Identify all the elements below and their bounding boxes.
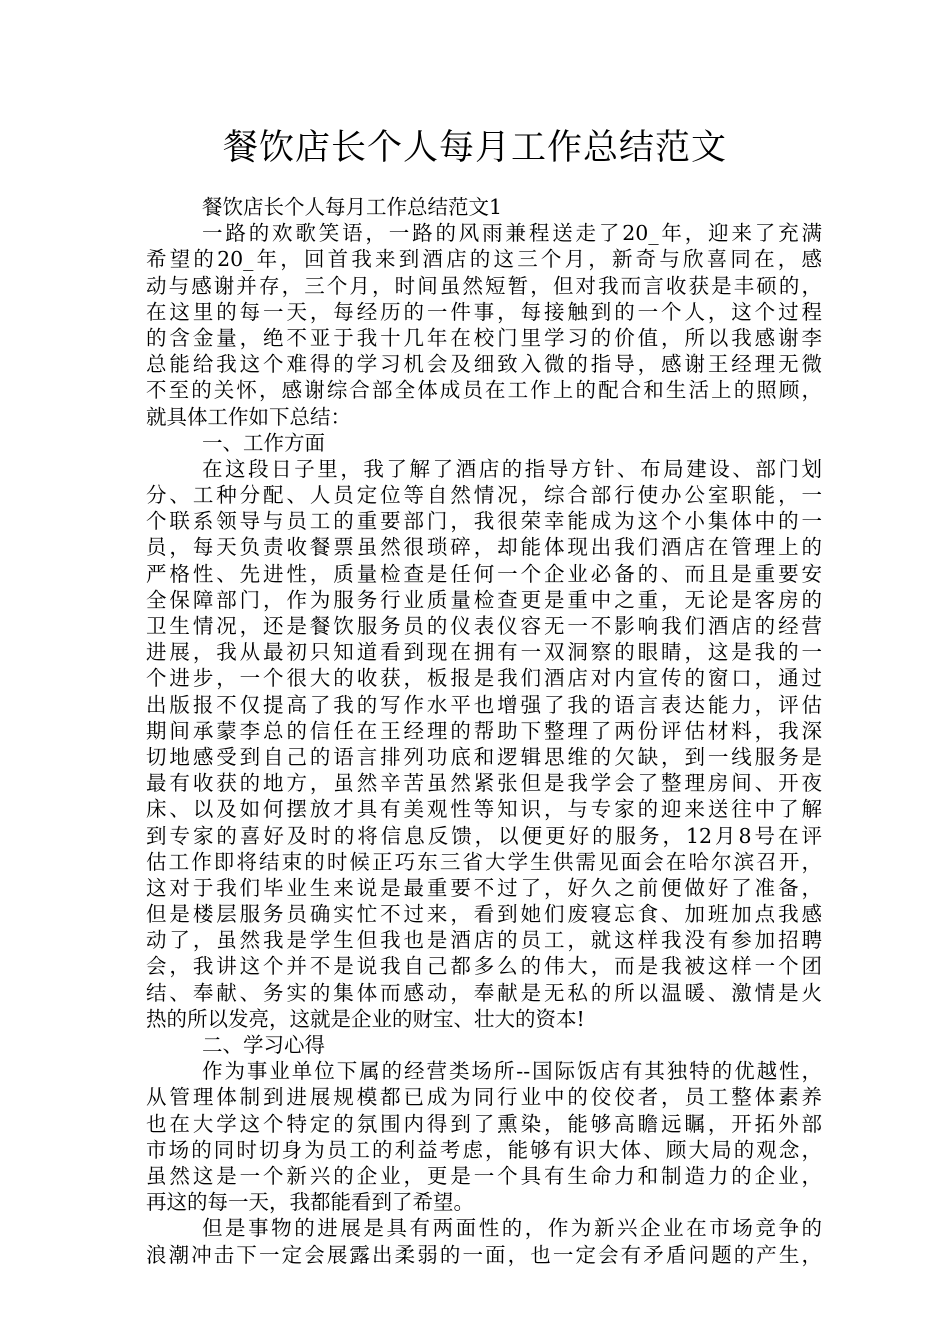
text-line: 床、以及如何摆放才具有美观性等知识，与专家的迎来送往中了解 [146,797,822,822]
text-line: 市场的同时切身为员工的利益考虑，能够有识大体、顾大局的观念， [146,1137,822,1162]
text-line: 不至的关怀，感谢综合部全体成员在工作上的配合和生活上的照顾， [146,378,822,403]
text-line: 动了，虽然我是学生但我也是酒店的员工，就这样我没有参加招聘 [146,928,822,953]
text-line: 分、工种分配、人员定位等自然情况，综合部行使办公室职能，一 [146,483,822,508]
text-line: 卫生情况，还是餐饮服务员的仪表仪容无一不影响我们酒店的经营 [146,614,822,638]
text-line: 一、工作方面 [202,430,325,455]
text-line: 这对于我们毕业生来说是最重要不过了，好久之前便做好了准备， [146,875,822,900]
document-body [146,194,822,1268]
text-line: 员，每天负责收餐票虽然很琐碎，却能体现出我们酒店在管理上的 [146,535,822,560]
text-line: 在这里的每一天，每经历的一件事，每接触到的一个人，这个过程 [146,299,822,324]
text-line: 个联系领导与员工的重要部门，我很荣幸能成为这个小集体中的一 [146,509,822,534]
text-line: 出版报不仅提高了我的写作水平也增强了我的语言表达能力，评估 [146,692,822,717]
text-line: 就具体工作如下总结： [146,404,351,429]
text-line: 切地感受到自己的语言排列功底和逻辑思维的欠缺，到一线服务是 [146,744,822,769]
text-line: 在这段日子里，我了解了酒店的指导方针、布局建设、部门划 [202,456,822,481]
text-line: 一路的欢歌笑语，一路的风雨兼程送走了20_年，迎来了充满 [202,221,822,246]
text-line: 作为事业单位下属的经营类场所--国际饭店有其独特的优越性， [202,1059,822,1084]
text-line: 虽然这是一个新兴的企业，更是一个具有生命力和制造力的企业， [146,1163,822,1188]
text-line: 到专家的喜好及时的将信息反馈，以便更好的服务，12月8号在评 [146,823,822,848]
text-line: 浪潮冲击下一定会展露出柔弱的一面，也一定会有矛盾问题的产生， [146,1242,822,1267]
text-line: 最有收获的地方，虽然辛苦虽然紧张但是我学会了整理房间、开夜 [146,771,822,796]
document-title: 餐饮店长个人每月工作总结范文 [222,128,727,168]
text-line: 但是楼层服务员确实忙不过来，看到她们废寝忘食、加班加点我感 [146,902,822,927]
text-line: 也在大学这个特定的氛围内得到了熏染，能够高瞻远瞩，开拓外部 [146,1111,822,1136]
text-line: 的含金量，绝不亚于我十几年在校门里学习的价值，所以我感谢李 [146,325,822,350]
text-line: 全保障部门，作为服务行业质量检查更是重中之重，无论是客房的 [146,587,822,612]
text-line: 再这的每一天，我都能看到了希望。 [146,1190,474,1215]
text-line: 希望的20_年，回首我来到酒店的这三个月，新奇与欣喜同在，感 [146,247,822,272]
text-line: 结、奉献、务实的集体而感动，奉献是无私的所以温暖、激情是火 [146,980,822,1005]
text-line: 餐饮店长个人每月工作总结范文1 [202,195,503,219]
text-line: 严格性、先进性，质量检查是任何一个企业必备的、而且是重要安 [146,561,822,586]
text-line: 但是事物的进展是具有两面性的，作为新兴企业在市场竞争的 [202,1216,822,1241]
text-line: 进展，我从最初只知道看到现在拥有一双洞察的眼睛，这是我的一 [146,640,822,665]
text-line: 动与感谢并存，三个月，时间虽然短暂，但对我而言收获是丰硕的， [146,273,822,298]
text-line: 热的所以发亮，这就是企业的财宝、壮大的资本! [146,1006,585,1031]
text-line: 从管理体制到进展规模都已成为同行业中的佼佼者，员工整体素养 [146,1085,822,1110]
text-line: 会，我讲这个并不是说我自己都多么的伟大，而是我被这样一个团 [146,954,822,979]
text-line: 二、学习心得 [202,1033,325,1057]
text-line: 期间承蒙李总的信任在王经理的帮助下整理了两份评估材料，我深 [146,718,822,743]
text-line: 估工作即将结束的时候正巧东三省大学生供需见面会在哈尔滨召开， [146,849,822,874]
text-line: 总能给我这个难得的学习机会及细致入微的指导，感谢王经理无微 [146,352,822,377]
text-line: 个进步，一个很大的收获，板报是我们酒店对内宣传的窗口，通过 [146,666,822,691]
